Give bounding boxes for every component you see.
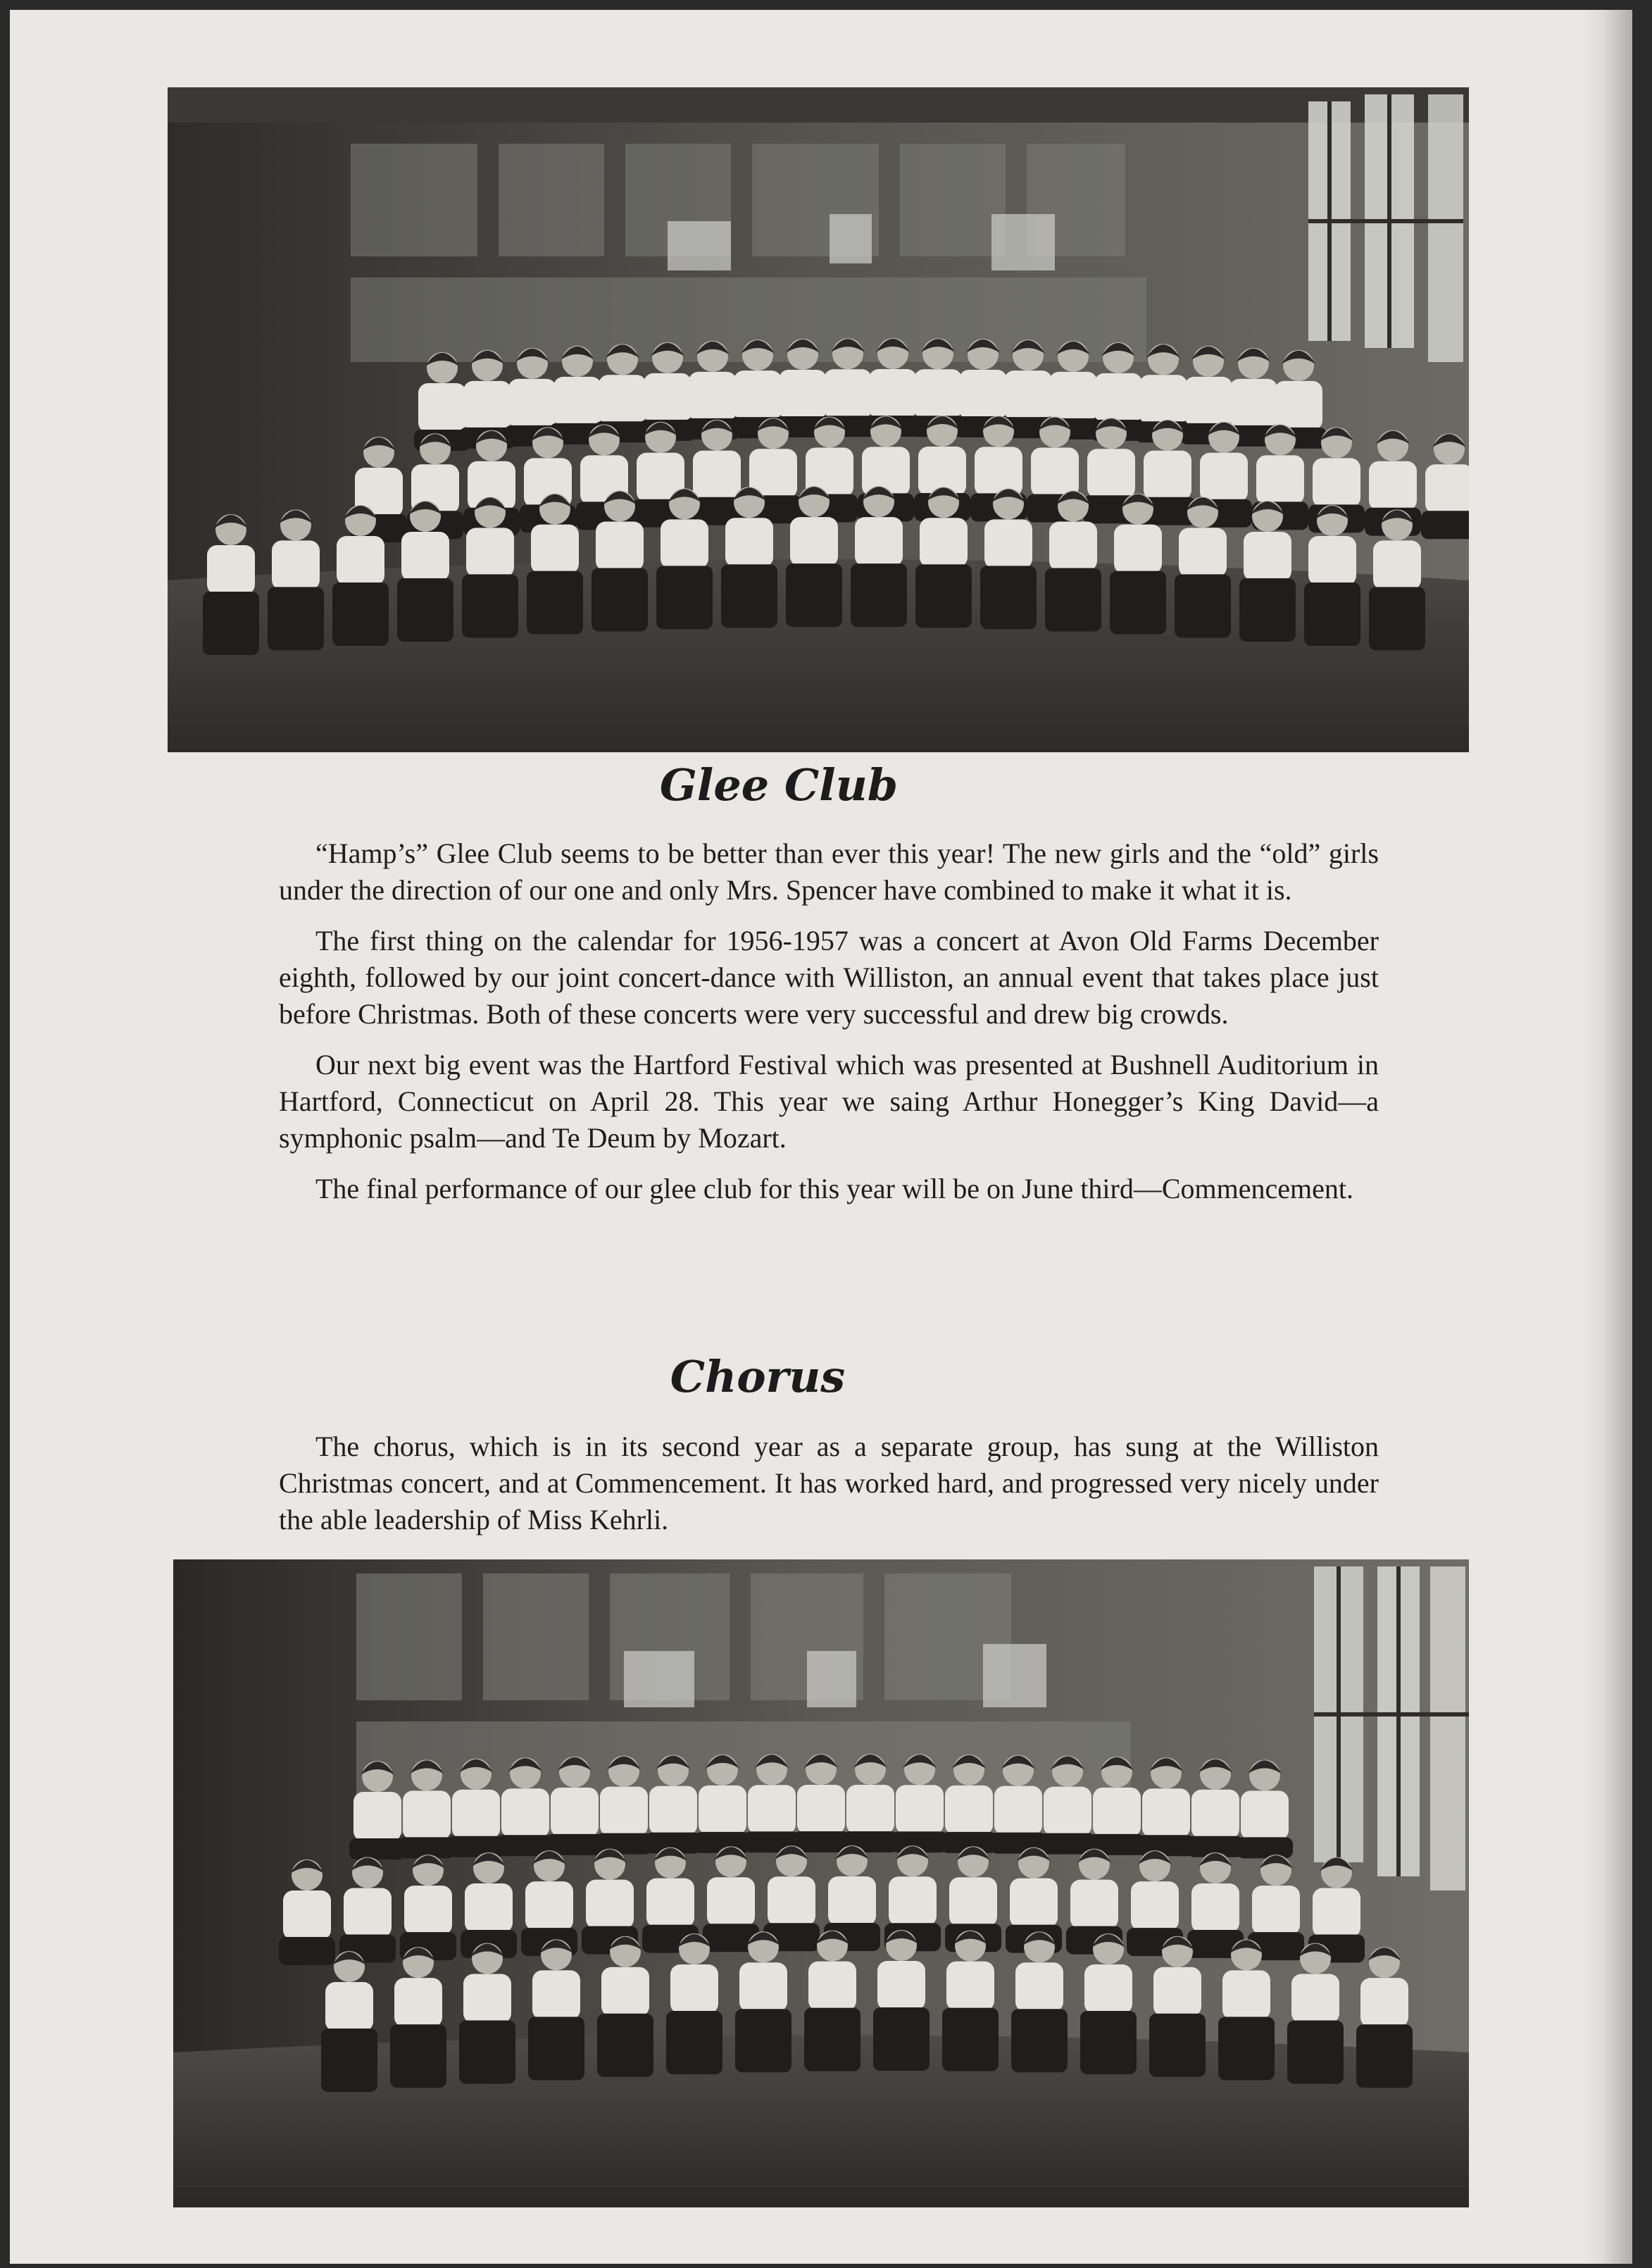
singer-figure xyxy=(846,1785,894,1834)
singer-figure xyxy=(1114,525,1162,574)
singer-figure xyxy=(600,1787,648,1836)
singer-figure xyxy=(693,451,741,500)
glee-club-article xyxy=(279,835,1379,1221)
singer-skirt xyxy=(1237,1837,1293,1858)
singer-skirt xyxy=(592,568,648,632)
singer-figure xyxy=(1184,377,1232,426)
singer-figure xyxy=(707,1877,755,1926)
singer-figure xyxy=(1139,375,1187,424)
singer-skirt xyxy=(527,571,583,635)
singer-figure xyxy=(1031,447,1079,497)
singer-skirt xyxy=(1175,574,1231,637)
singer-figure xyxy=(896,1785,944,1834)
singer-figure xyxy=(601,1967,649,2017)
singer-figure xyxy=(1291,1974,1339,2024)
singer-figure xyxy=(877,1961,925,2010)
singer-figure xyxy=(1191,1883,1239,1933)
singer-skirt xyxy=(1149,2014,1206,2077)
singer-figure xyxy=(946,1962,994,2011)
singer-figure xyxy=(734,370,782,420)
singer-figure xyxy=(1070,1880,1118,1929)
singer-skirt xyxy=(279,1937,335,1965)
page-spine-shadow xyxy=(1583,10,1632,2264)
singer-figure xyxy=(1087,449,1135,498)
singer-figure xyxy=(670,1964,718,2014)
singer-figure xyxy=(599,375,646,424)
singer-figure xyxy=(1049,522,1097,571)
singer-figure xyxy=(994,1786,1042,1836)
singer-skirt xyxy=(942,2008,999,2071)
singer-figure xyxy=(920,518,968,567)
singer-skirt xyxy=(462,574,518,637)
singer-figure xyxy=(532,1970,580,2019)
singer-skirt xyxy=(721,564,777,628)
glee-club-heading: Glee Club xyxy=(659,759,899,811)
singer-figure xyxy=(466,528,514,577)
singer-figure xyxy=(404,1886,452,1935)
singer-figure xyxy=(401,532,449,581)
singer-figure xyxy=(914,369,962,418)
singer-figure xyxy=(272,540,320,590)
singer-skirt xyxy=(1080,2011,1137,2074)
singer-figure xyxy=(889,1876,937,1926)
singer-figure xyxy=(1015,1962,1063,2012)
singer-figure xyxy=(1313,1888,1360,1938)
singer-figure xyxy=(1244,532,1291,581)
singer-skirt xyxy=(1045,568,1101,632)
singer-figure xyxy=(1425,464,1469,513)
singer-skirt xyxy=(528,2017,584,2080)
singer-figure xyxy=(1313,458,1360,507)
singer-skirt xyxy=(1356,2024,1413,2088)
singer-figure xyxy=(824,369,872,418)
singer-figure xyxy=(1131,1881,1179,1931)
singer-figure xyxy=(418,383,466,432)
singer-figure xyxy=(959,370,1007,419)
singer-figure xyxy=(596,522,644,571)
singer-figure xyxy=(1010,1878,1058,1928)
singer-figure xyxy=(1252,1886,1300,1935)
singer-figure xyxy=(1200,453,1248,502)
chorus-group-photo xyxy=(173,1559,1469,2207)
singer-figure xyxy=(452,1790,500,1839)
singer-figure xyxy=(975,447,1022,496)
singer-skirt xyxy=(666,2011,722,2074)
singer-figure xyxy=(1308,536,1356,585)
singer-skirt xyxy=(915,564,972,628)
singer-figure xyxy=(1369,461,1417,511)
singer-figure xyxy=(283,1890,331,1940)
chorus-article xyxy=(279,1428,1379,1552)
singer-figure xyxy=(646,1878,694,1928)
singer-figure xyxy=(748,1785,796,1834)
singer-skirt xyxy=(597,2014,653,2077)
singer-figure xyxy=(855,517,903,566)
singer-skirt xyxy=(1421,511,1469,539)
singer-figure xyxy=(1373,540,1421,590)
singer-figure xyxy=(1044,1787,1091,1836)
singer-skirt xyxy=(332,582,389,646)
chorus-photo-image xyxy=(173,1559,1469,2207)
chorus-paragraph: The chorus, which is in its second year as a separate group, has sung at the Williston Christmas concert, and at Commencement. It has worked hard, and progressed very nicely under the able leadership of Miss Kehrli. xyxy=(279,1431,1379,1535)
singer-skirt xyxy=(397,578,453,642)
singer-figure xyxy=(797,1785,845,1834)
singer-figure xyxy=(394,1978,442,2027)
singer-figure xyxy=(353,1792,401,1841)
singer-figure xyxy=(869,369,917,418)
singer-figure xyxy=(553,377,601,426)
singer-figure xyxy=(1241,1790,1289,1840)
singer-skirt xyxy=(203,592,259,655)
singer-skirt xyxy=(448,1836,504,1857)
singer-figure xyxy=(207,545,255,594)
glee-club-group-photo xyxy=(168,87,1469,752)
singer-figure xyxy=(1142,1788,1190,1838)
singer-skirt xyxy=(1369,587,1425,650)
singer-skirt xyxy=(786,563,842,627)
singer-figure xyxy=(531,525,579,574)
singer-figure xyxy=(1084,1964,1132,2014)
singer-skirt xyxy=(851,563,907,627)
singer-figure xyxy=(699,1786,746,1835)
singer-figure xyxy=(790,517,838,566)
singer-figure xyxy=(644,373,692,423)
singer-figure xyxy=(1256,455,1304,504)
singer-skirt xyxy=(873,2007,930,2071)
singer-figure xyxy=(525,1881,573,1931)
singer-skirt xyxy=(1304,582,1360,646)
singer-skirt xyxy=(980,566,1037,629)
singer-figure xyxy=(739,1962,787,2012)
singer-figure xyxy=(1093,1788,1141,1837)
singer-figure xyxy=(649,1786,697,1836)
singer-figure xyxy=(949,1877,997,1926)
singer-skirt xyxy=(459,2021,515,2084)
singer-skirt xyxy=(390,2024,446,2088)
singer-skirt xyxy=(735,2009,791,2072)
singer-figure xyxy=(586,1880,634,1929)
singer-figure xyxy=(1049,372,1097,421)
singer-skirt xyxy=(804,2008,861,2071)
singer-figure xyxy=(551,1788,599,1837)
singer-skirt xyxy=(656,566,713,629)
singer-figure xyxy=(661,519,708,568)
glee-club-paragraph: Our next big event was the Hartford Festival which was presented at Bushnell Auditorium in Hartford, Connecticut on April 28. This year we saing Arthur Honegger’s King David—a symphonic psalm—and Te Deum by Mozart. xyxy=(279,1049,1379,1154)
singer-figure xyxy=(403,1790,451,1840)
singer-figure xyxy=(1222,1970,1270,2019)
singer-figure xyxy=(945,1786,993,1835)
singer-figure xyxy=(1275,381,1322,430)
singer-figure xyxy=(1144,451,1191,500)
singer-figure xyxy=(465,1883,513,1933)
glee-club-paragraph: “Hamp’s” Glee Club seems to be better than ever this year! The new girls and the “old” girls under the direction of our one and only Mrs. Spencer have combined to make it what it is. xyxy=(279,837,1379,906)
singer-skirt xyxy=(1287,2021,1344,2084)
singer-figure xyxy=(1179,528,1227,577)
yearbook-page xyxy=(10,10,1632,2264)
singer-figure xyxy=(325,1982,373,2031)
singer-figure xyxy=(808,1962,856,2011)
singer-figure xyxy=(463,1974,511,2024)
singer-figure xyxy=(689,372,737,421)
singer-skirt xyxy=(268,587,324,650)
singer-figure xyxy=(725,518,773,567)
singer-figure xyxy=(828,1876,876,1926)
singer-figure xyxy=(1191,1790,1239,1839)
singer-figure xyxy=(779,370,827,419)
singer-figure xyxy=(1360,1978,1408,2027)
singer-skirt xyxy=(1011,2009,1068,2072)
singer-figure xyxy=(337,536,384,585)
glee-club-paragraph: The first thing on the calendar for 1956-1957 was a concert at Avon Old Farms December eighth, followed by our joint concert-dance with Williston, an annual event that takes place just before Christmas. Both of these concerts were very successful and drew big crowds. xyxy=(279,925,1379,1030)
singer-figure xyxy=(1004,370,1052,420)
singer-figure xyxy=(501,1788,549,1838)
singer-figure xyxy=(1153,1967,1201,2017)
singer-skirt xyxy=(1110,571,1166,635)
singer-figure xyxy=(344,1888,392,1938)
singer-figure xyxy=(1094,373,1142,423)
singer-skirt xyxy=(321,2029,377,2092)
singer-skirt xyxy=(1218,2017,1275,2080)
glee-club-paragraph: The final performance of our glee club for this year will be on June third—Commencement. xyxy=(315,1173,1353,1204)
glee-club-photo-image xyxy=(168,87,1469,752)
singer-figure xyxy=(768,1876,815,1926)
singer-skirt xyxy=(1239,578,1296,642)
singer-figure xyxy=(463,381,511,430)
singer-figure xyxy=(508,379,556,428)
singer-figure xyxy=(984,519,1032,568)
chorus-heading: Chorus xyxy=(670,1351,846,1402)
singer-skirt xyxy=(349,1838,406,1859)
singer-figure xyxy=(1229,379,1277,428)
